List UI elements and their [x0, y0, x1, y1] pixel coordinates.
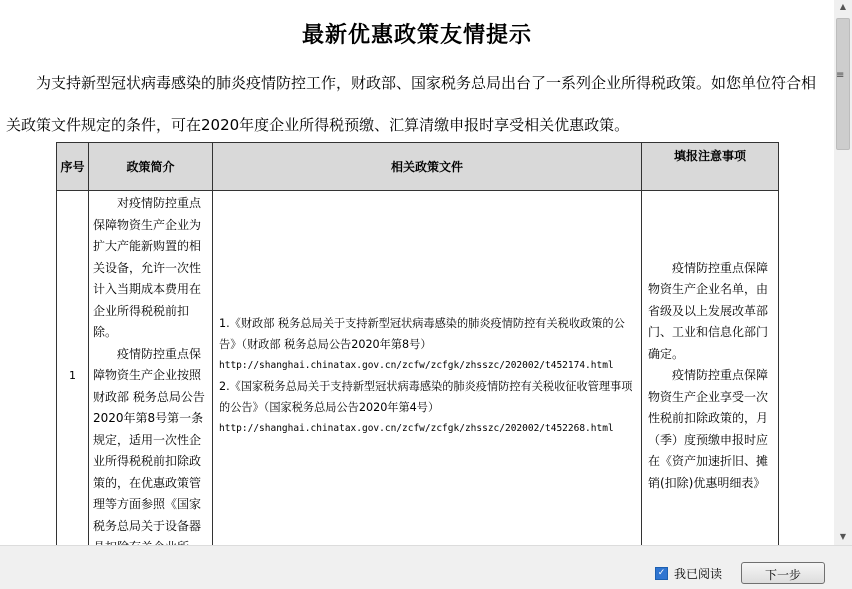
- scroll-up-icon[interactable]: ▲: [839, 2, 847, 11]
- scrollbar-thumb[interactable]: [836, 18, 850, 150]
- intro-paragraph: 为支持新型冠状病毒感染的肺炎疫情防控工作，财政部、国家税务总局出台了一系列企业所得税政策。如您单位符合相关政策文件规定的条件，可在2020年度企业所得税预缴、汇算清缴申报时享受相关优惠政策。: [6, 74, 817, 134]
- policy-file-link[interactable]: http://shanghai.chinatax.gov.cn/zcfw/zcfgk/zhsszc/202002/t452268.html: [219, 422, 614, 434]
- policy-intro-paragraph: 对疫情防控重点保障物资生产企业为扩大产能新购置的相关设备，允许一次性计入当期成本费用在企业所得税税前扣除。: [93, 196, 202, 339]
- policy-intro-paragraph: 疫情防控重点保障物资生产企业按照财政部 税务总局公告2020年第8号第一条规定，适用一次性企业所得税税前扣除政策的，在优惠政策管理等方面参照《国家税务总局关于设备器: [93, 346, 205, 533]
- policy-intro-cell: [89, 191, 213, 562]
- row-number: 1: [57, 191, 89, 562]
- policy-file-link[interactable]: http://shanghai.chinatax.gov.cn/zcfw/zcfgk/zhsszc/202002/t452174.html: [219, 359, 614, 371]
- table-header-row: [57, 143, 779, 191]
- header-notes: 填报注意事项: [642, 143, 779, 191]
- table-row: [57, 191, 779, 562]
- header-policy-intro: 政策简介: [89, 143, 213, 191]
- policy-file-title: 2.《国家税务总局关于支持新型冠状病毒感染的肺炎疫情防控有关税收征收管理事项的公告》（国家税务总局公告2020年第4号）: [219, 379, 633, 414]
- scroll-down-icon[interactable]: ▼: [839, 532, 847, 541]
- page-title: 最新优惠政策友情提示: [301, 22, 532, 48]
- agree-checkbox-group[interactable]: [655, 565, 722, 582]
- notes-paragraph: 疫情防控重点保障物资生产企业名单，由省级及以上发展改革部门、工业和信息化部门确定。: [648, 260, 769, 361]
- notes-cell: [642, 191, 779, 562]
- collapse-handle-icon[interactable]: ≡: [836, 70, 845, 81]
- policy-file-title: 1.《财政部 税务总局关于支持新型冠状病毒感染的肺炎疫情防控有关税收政策的公告》（财政部 税务总局公告2020年第8号）: [219, 316, 625, 351]
- agree-label: 我已阅读: [674, 567, 723, 581]
- next-button[interactable]: 下一步: [741, 562, 825, 584]
- header-no: 序号: [57, 143, 89, 191]
- header-policy-files: 相关政策文件: [213, 143, 642, 191]
- policy-files-cell: [213, 191, 642, 562]
- footer-bar: [0, 545, 852, 589]
- notes-paragraph: 疫情防控重点保障物资生产企业享受一次性税前扣除政策的，月（季）度预缴申报时应在《资产加速折旧、摊销(扣除)优惠明细表》: [648, 368, 769, 490]
- vertical-scrollbar[interactable]: [834, 0, 852, 545]
- policy-table: [56, 142, 779, 562]
- check-icon[interactable]: ✓: [655, 567, 668, 580]
